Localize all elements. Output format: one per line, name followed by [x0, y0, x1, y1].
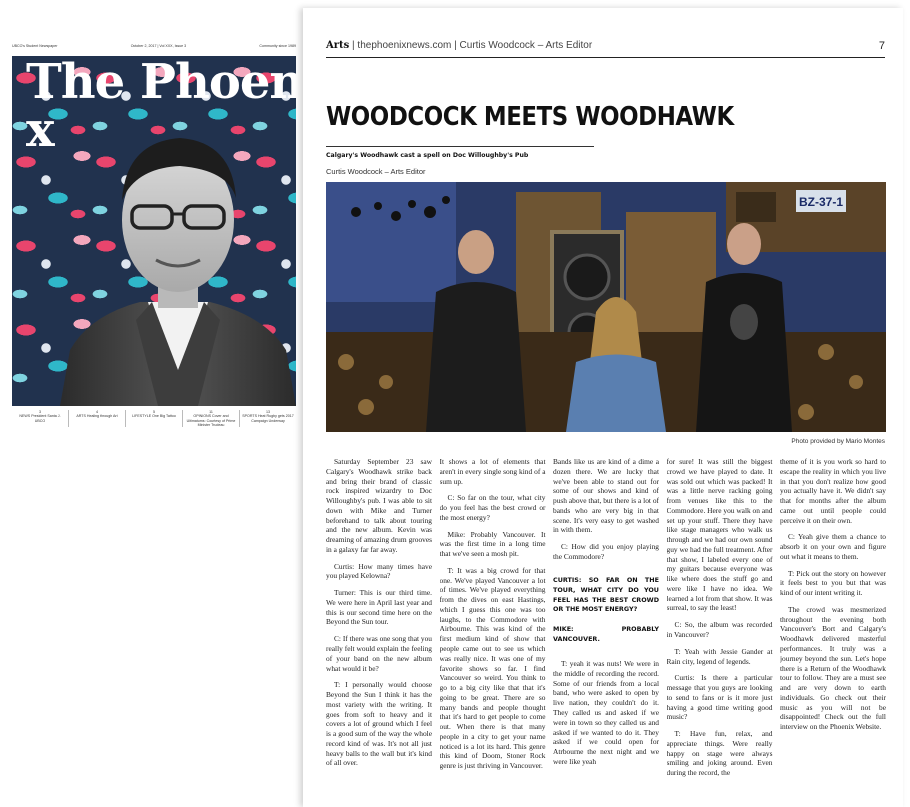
pull-quote-answer: MIKE: PROBABLY VANCOUVER. — [553, 625, 659, 644]
paragraph: Saturday September 23 saw Calgary's Woodhawk strike back and bring their brand of classic rock inspired wizardry to Doc Willoughby's pub. I was able to sit down with Mike and Turner beforehand to talk about touring and the new album. Kevin was dreaming of amazing drum grooves in a galaxy far far away. — [326, 457, 432, 554]
paragraph: T: yeah it was nuts! We were in the middle of recording the record. Some of our friends from a local band, who were asked to open by live nation, they couldn't do it. They called us and asked if we were in town so they called us and asked if we wanted to do it. They asked if we could open for Atrbourne the next night and we were like yeah — [553, 659, 659, 766]
cover-caption[interactable]: 13 SPORTS Heat Rugby gets 2017 Campaign Underway — [242, 410, 294, 423]
article-column-5 — [780, 457, 886, 801]
page-number: 7 — [878, 40, 885, 52]
paragraph: C: Yeah give them a chance to absorb it on your own and figure out what it means to them. — [780, 532, 886, 561]
cover-page — [0, 0, 305, 440]
article-byline: Curtis Woodcock – Arts Editor — [326, 167, 426, 176]
cover-meta-mid: October 2, 2017 | Vol XXX, Issue 3 — [130, 44, 187, 48]
paragraph: for sure! It was still the biggest crowd we have played to date. It was sold out which was packed! It was a little nerve racking going from venues like this to the Commodore. Here you walk on and set up your stuff. There they have like stage managers who walk us through and we had our own sound guy we had the full treatment. After that show, I labeled every one of my guitars because everyone was like where does the stuff go and were like I have no idea. We learned a lot from that show. It was surreal, to say the least! — [666, 457, 773, 613]
paragraph: Mike: Probably Vancouver. It was the first time in a long time that we've seen a mosh pit. — [439, 529, 546, 559]
paragraph: T: I personally would choose Beyond the Sun I think it has the most variety with the writing. It goes from soft to heavy and it covers a lot of ground which I feel is a good sum of the way the whole record kind of was. It's not all just heavy balls to the wall but it's kind of all over. — [326, 680, 432, 768]
cover-caption[interactable]: 3 NEWS President Santa J. UBCO — [12, 410, 69, 427]
paragraph: C: How did you enjoy playing the Commodore? — [553, 542, 659, 561]
paragraph: T: Pick out the story on however it feels best to you but that was kind of our intent writing it. — [780, 568, 886, 598]
article-page — [303, 8, 903, 807]
pull-quote-question: CURTIS: SO FAR ON THE TOUR, WHAT CITY DO YOU FEEL HAS THE BEST CROWD OR THE MOST ENERGY? — [553, 575, 659, 614]
running-head — [326, 40, 885, 58]
article-column-4 — [667, 457, 773, 801]
cover-contents — [12, 410, 296, 427]
paragraph: C: If there was one song that you really felt would explain the feeling of your band on the new album what would it be? — [326, 634, 432, 673]
article-column-2 — [440, 457, 546, 801]
pull-quote — [553, 576, 659, 646]
cover-caption[interactable]: 5 LIFESTYLE One Big Tattoo — [126, 410, 183, 427]
band-photo — [326, 182, 886, 432]
photo-plate: BZ-37-1 — [798, 195, 844, 209]
cover-caption[interactable]: 11 OPINIONS Cover and Ultimatums: Courtesy of Prime Minister Trudeau — [183, 410, 240, 427]
running-head-text: | thephoenixnews.com | Curtis Woodcock – Arts Editor — [349, 40, 593, 51]
cover-meta-right: Community since 1989 — [259, 44, 296, 48]
article-subheadline: Calgary's Woodhawk cast a spell on Doc Willoughby's Pub — [326, 152, 529, 159]
paragraph: T: Have fun, relax, and appreciate things. Were really happy on stage were always smiling and joking around. Even during the record, the — [666, 729, 773, 778]
paragraph: T: Yeah with Jessie Gander at Rain city, legend of legends. — [666, 646, 773, 666]
paragraph: Bands like us are kind of a dime a dozen there. We are lucky that we've been able to stand out for some of our shows and kind of push above that, but there is a lot of bands who are very big in that scene. It's very easy to get washed in with them. — [553, 457, 659, 535]
paragraph: C: So, the album was recorded in Vancouver? — [666, 620, 773, 640]
cover-caption[interactable]: 4 ARTS Healing through Art — [69, 410, 126, 427]
paragraph: Curtis: Is there a particular message that you guys are looking to send to fans or is it more just having a good time writing good music? — [666, 673, 773, 722]
headline-rule — [326, 146, 594, 147]
paragraph: It shows a lot of elements that aren't in every single song kind of a sum up. — [439, 457, 546, 486]
paragraph: theme of it is you work so hard to escape the reality in which you live in that you don't realize how good you actually have it. We didn't say that for months after the album came out until people could perceive it on their own. — [780, 457, 886, 525]
cover-meta-left: UBCO's Student Newspaper — [12, 44, 58, 48]
photo-credit: Photo provided by Mario Montes — [791, 438, 885, 445]
article-column-3 — [553, 457, 659, 801]
paragraph: The crowd was mesmerized throughout the evening both Vancouver's Bort and Calgary's Woodhawk delivered masterful performances. It truly was a journey beyond the sun. Let's hope there is a Return of the Woodhawk tour to follow. They are a must see and are very down to earth individuals. Go check out their music as you will not be disappointed! Check out the full interview on the Phoenix Website. — [780, 604, 886, 732]
section-label: Arts — [326, 40, 350, 51]
paragraph: C: So far on the tour, what city do you feel has the best crowd or the most energy? — [439, 493, 546, 522]
paragraph: T: It was a big crowd for that one. We've played Vancouver a lot of times. We've played everything from the dives on east Hastings, which I guess this one was too laughs, to the Commodore with Airbourne. This was kind of the first medium kind of show that people came out to see us which was really nice. It was one of my favorite shows so far. I find Vancouver so weird. You think to go to a big city like that that it's going to be great. There are so many bands and people thought that it's hard to get people to come out. When there is that many people in a city to get your name noticed is a lot its hard. This genre this kind of Doom, Stoner Rock genre is just thriving in Vancouver. — [439, 565, 546, 771]
cover-meta — [12, 44, 296, 48]
paragraph: Turner: This is our third time. We were here in April last year and this is our second time here on the Beyond the Sun tour. — [326, 588, 432, 627]
article-column-1 — [326, 457, 432, 801]
paragraph: Curtis: How many times have you played Kelowna? — [326, 561, 432, 581]
cover-masthead: The Phoen x — [26, 54, 304, 158]
cover-portrait — [60, 120, 296, 406]
article-body — [326, 457, 886, 801]
article-headline: WOODCOCK MEETS WOODHAWK — [326, 102, 734, 132]
